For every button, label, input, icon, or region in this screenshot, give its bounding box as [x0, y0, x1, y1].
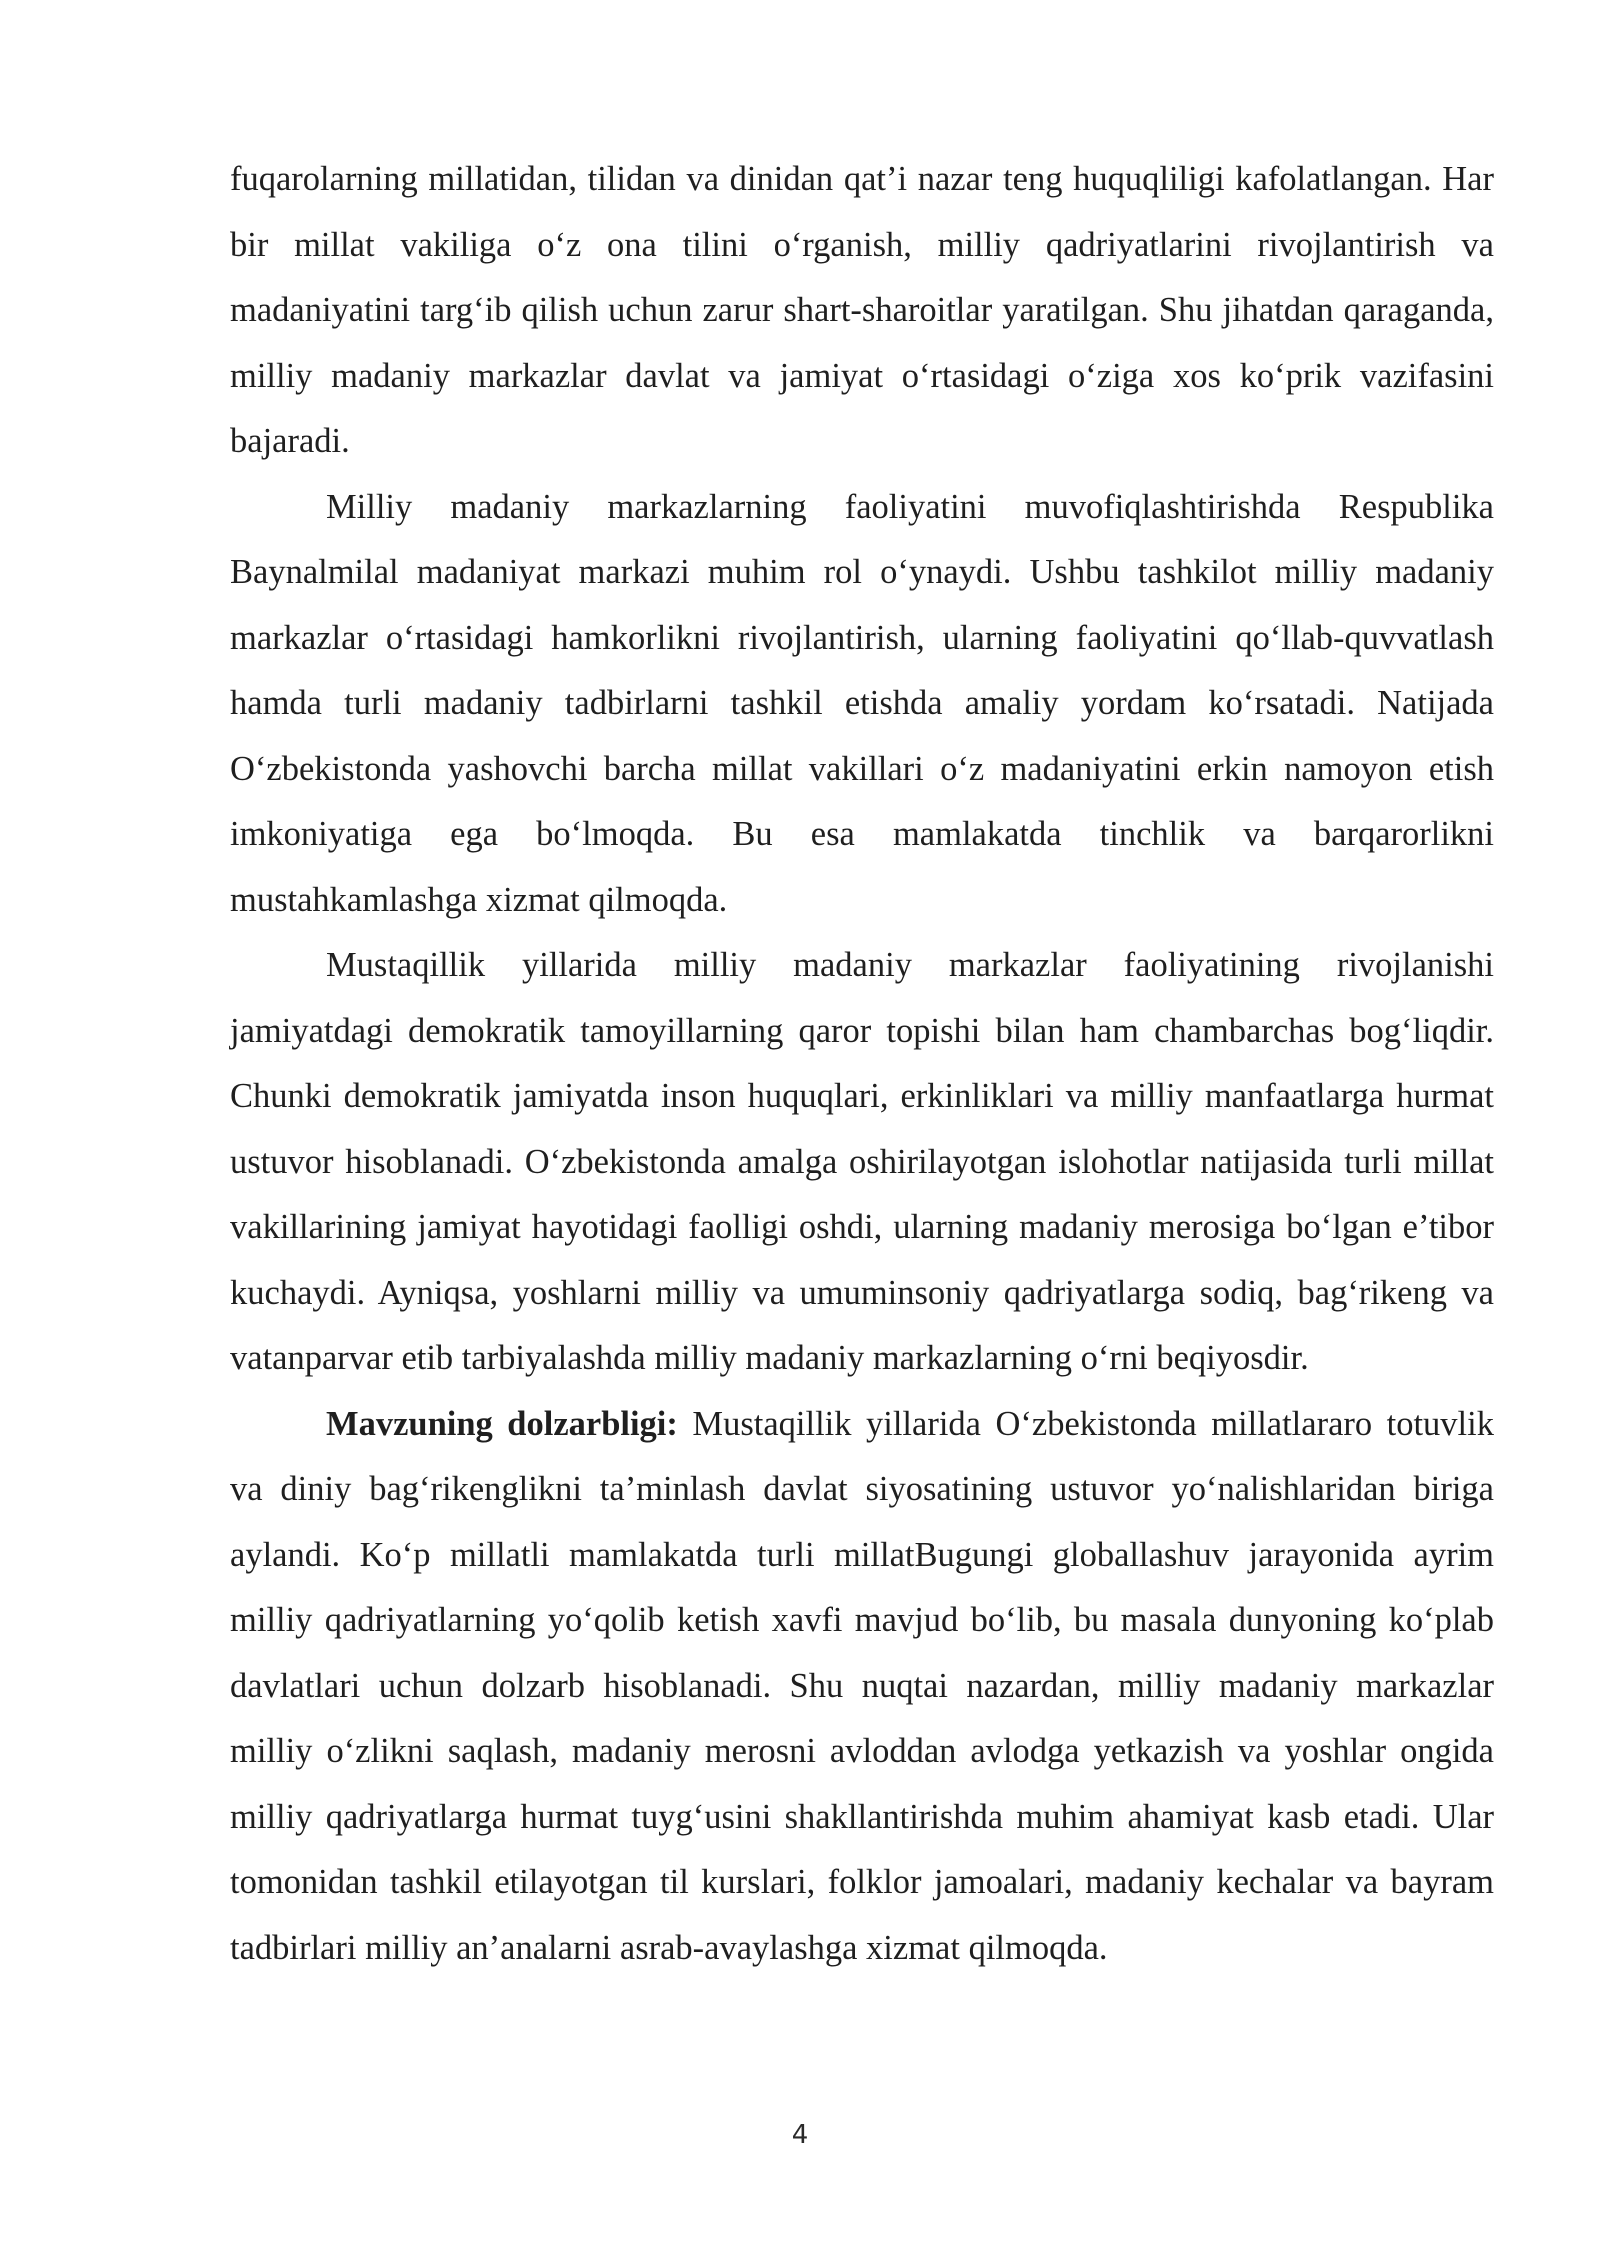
paragraph-2-text: Milliy madaniy markazlarning faoliyatini muvofiqlashtirishda Respublika Baynalmilal madaniyat markazi muhim rol o‘ynaydi. Ushbu tashkilot milliy madaniy markazlar o‘rtasidagi hamkorlikni rivojlantirish, ularning faoliyatini qo‘llab-quvvatlash hamda turli madaniy tadbirlarni tashkil etishda amaliy yordam ko‘rsatadi. Natijada O‘zbekistonda yashovchi barcha millat vakillari o‘z madaniyatini erkin namoyon etish imkoniyatiga ega bo‘lmoqda. Bu esa mamlakatda tinchlik va barqarorlikni mustahkamlashga xizmat qilmoqda. — [230, 487, 1494, 919]
paragraph-4-text: Mustaqillik yillarida O‘zbekistonda millatlararo totuvlik va diniy bag‘rikenglikni ta’minlash davlat siyosatining ustuvor yo‘nalishlaridan biriga aylandi. Ko‘p millatli mamlakatda turli millatBugungi globallashuv jarayonida ayrim milliy qadriyatlarning yo‘qolib ketish xavfi mavjud bo‘lib, bu masala dunyoning ko‘plab davlatlari uchun dolzarb hisoblanadi. Shu nuqtai nazardan, milliy madaniy markazlar milliy o‘zlikni saqlash, madaniy merosni avloddan avlodga yetkazish va yoshlar ongida milliy qadriyatlarga hurmat tuyg‘usini shakllantirishda muhim ahamiyat kasb etadi. Ular tomonidan tashkil etilayotgan til kurslari, folklor jamoalari, madaniy kechalar va bayram tadbirlari milliy an’analarni asrab-avaylashga xizmat qilmoqda. — [230, 1404, 1494, 1967]
paragraph-1-text: fuqarolarning millatidan, tilidan va dinidan qat’i nazar teng huquqliligi kafolatlangan. Har bir millat vakiliga o‘z ona tilini o‘rganish, milliy qadriyatlarini rivojlantirish va madaniyatini targ‘ib qilish uchun zarur shart-sharoitlar yaratilgan. Shu jihatdan qaraganda, milliy madaniy markazlar davlat va jamiyat o‘rtasidagi o‘ziga xos ko‘prik vazifasini bajaradi. — [230, 160, 1494, 460]
page-number: 4 — [791, 2120, 809, 2150]
body-text — [230, 147, 1494, 1981]
paragraph-2 — [230, 475, 1494, 934]
paragraph-3-text: Mustaqillik yillarida milliy madaniy markazlar faoliyatining rivojlanishi jamiyatdagi demokratik tamoyillarning qaror topishi bilan ham chambarchas bog‘liqdir. Chunki demokratik jamiyatda inson huquqlari, erkinliklari va milliy manfaatlarga hurmat ustuvor hisoblanadi. O‘zbekistonda amalga oshirilayotgan islohotlar natijasida turli millat vakillarining jamiyat hayotidagi faolligi oshdi, ularning madaniy merosiga bo‘lgan e’tibor kuchaydi. Ayniqsa, yoshlarni milliy va umuminsoniy qadriyatlarga sodiq, bag‘rikeng va vatanparvar etib tarbiyalashda milliy madaniy markazlarning o‘rni beqiyosdir. — [230, 946, 1494, 1377]
section-heading-inline: Mavzuning dolzarbligi: — [326, 1404, 678, 1443]
paragraph-1 — [230, 147, 1494, 475]
paragraph-3 — [230, 933, 1494, 1392]
paragraph-4 — [230, 1392, 1494, 1982]
